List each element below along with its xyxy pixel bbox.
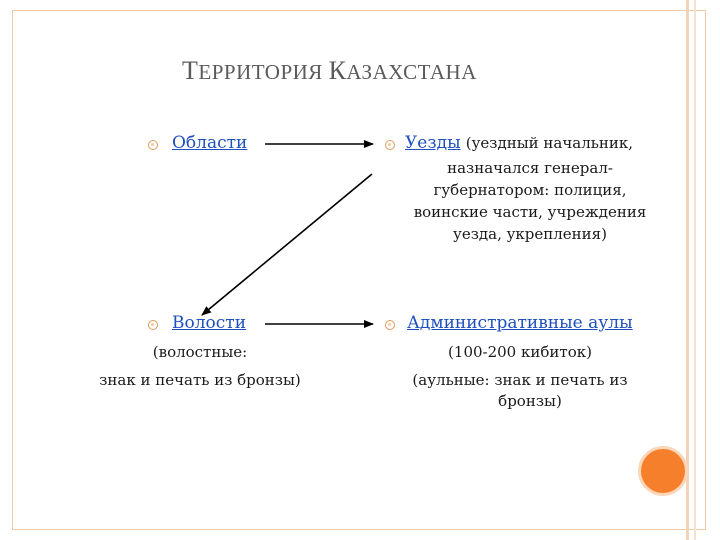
title-word: ЕРРИТОРИЯ: [198, 60, 329, 84]
arrow-uezdy-to-volosti: [202, 174, 372, 315]
decorative-circle: [641, 449, 685, 493]
title-initial: Т: [182, 56, 199, 85]
title-word: АЗАХСТАНА: [346, 60, 477, 84]
uezdy-desc-line: воинские части, учреждения: [413, 203, 647, 221]
auly-desc-line: бронзы): [498, 392, 562, 410]
uezdy-desc-line: уезда, укрепления): [453, 225, 607, 243]
bullet-icon: [148, 140, 158, 150]
volosti-desc-line: знак и печать из бронзы): [99, 371, 301, 389]
auly-desc-line: (аульные: знак и печать из: [412, 371, 628, 389]
uezdy-desc-line: губернатором: полиция,: [433, 181, 627, 199]
title-initial: К: [328, 56, 347, 85]
auly-desc-line: (100-200 кибиток): [448, 343, 592, 361]
bullet-icon: [385, 140, 395, 150]
bullet-icon: [385, 320, 395, 330]
link-oblasti[interactable]: Области: [172, 133, 248, 153]
uezdy-desc-inline: (уездный начальник,: [465, 134, 634, 152]
bullet-icon: [148, 320, 158, 330]
link-auly[interactable]: Административные аулы: [407, 313, 633, 333]
uezdy-heading: [405, 133, 633, 153]
link-uezdy[interactable]: Уезды: [405, 133, 461, 153]
volosti-desc-line: (волостные:: [152, 343, 248, 361]
uezdy-desc-line: назначался генерал-: [447, 159, 613, 177]
link-volosti[interactable]: Волости: [172, 313, 247, 333]
